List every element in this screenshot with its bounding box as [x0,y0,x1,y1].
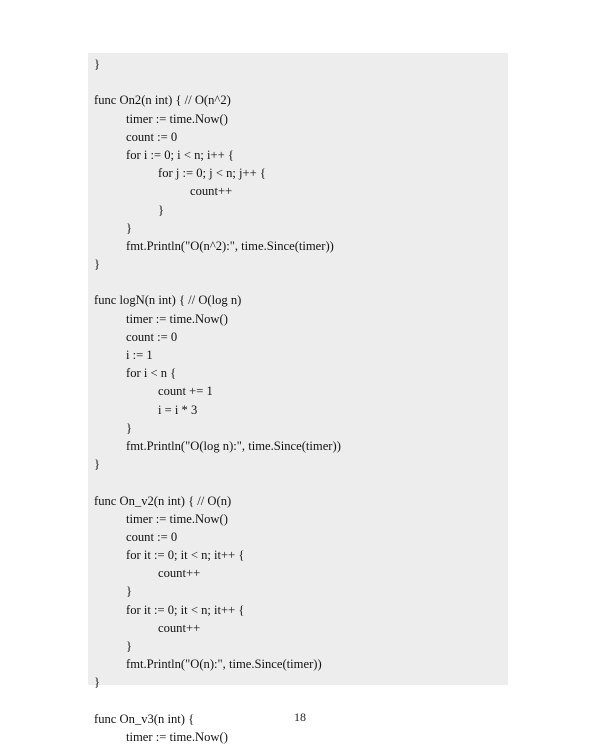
code-line: timer := time.Now() [126,729,228,744]
code-line: } [94,457,101,472]
code-line: timer := time.Now() [126,311,228,326]
code-line: count := 0 [126,329,178,344]
code-lines [94,55,508,746]
code-line [94,473,508,491]
code-line: } [94,675,101,690]
code-line: func On_v2(n int) { // O(n) [94,493,232,508]
code-line [94,692,508,710]
code-line: for it := 0; it < n; it++ { [126,602,245,617]
code-line: count++ [190,184,233,199]
code-line: i := 1 [126,348,153,362]
code-line: for i := 0; i < n; i++ { [126,147,234,162]
code-line: fmt.Println("O(n):", time.Since(timer)) [126,657,322,672]
code-line: func On_v3(n int) { [94,711,195,726]
code-line: count += 1 [158,384,213,399]
code-line: func On2(n int) { // O(n^2) [94,93,231,108]
code-line: for it := 0; it < n; it++ { [126,548,245,563]
code-line: for j := 0; j < n; j++ { [158,166,266,181]
code-line: fmt.Println("O(n^2):", time.Since(timer)) [126,238,334,253]
code-line: timer := time.Now() [126,111,228,126]
code-line: func logN(n int) { // O(log n) [94,293,242,308]
code-line: fmt.Println("O(log n):", time.Since(timer)) [126,438,341,453]
code-line: } [126,584,133,599]
code-line [94,73,508,91]
code-line: } [126,420,133,435]
code-line: } [94,257,101,272]
code-line: for i < n { [126,366,177,381]
code-line: count := 0 [126,129,178,144]
page-number: 18 [294,710,306,724]
code-line: count++ [158,620,201,635]
code-line: timer := time.Now() [126,511,228,526]
code-line: } [126,220,133,235]
code-line [94,273,508,291]
code-line: } [158,202,165,217]
code-line: i = i * 3 [158,402,198,417]
code-line: } [94,57,101,71]
code-line: count++ [158,566,201,581]
code-line: count := 0 [126,529,178,544]
code-line: } [126,639,133,653]
